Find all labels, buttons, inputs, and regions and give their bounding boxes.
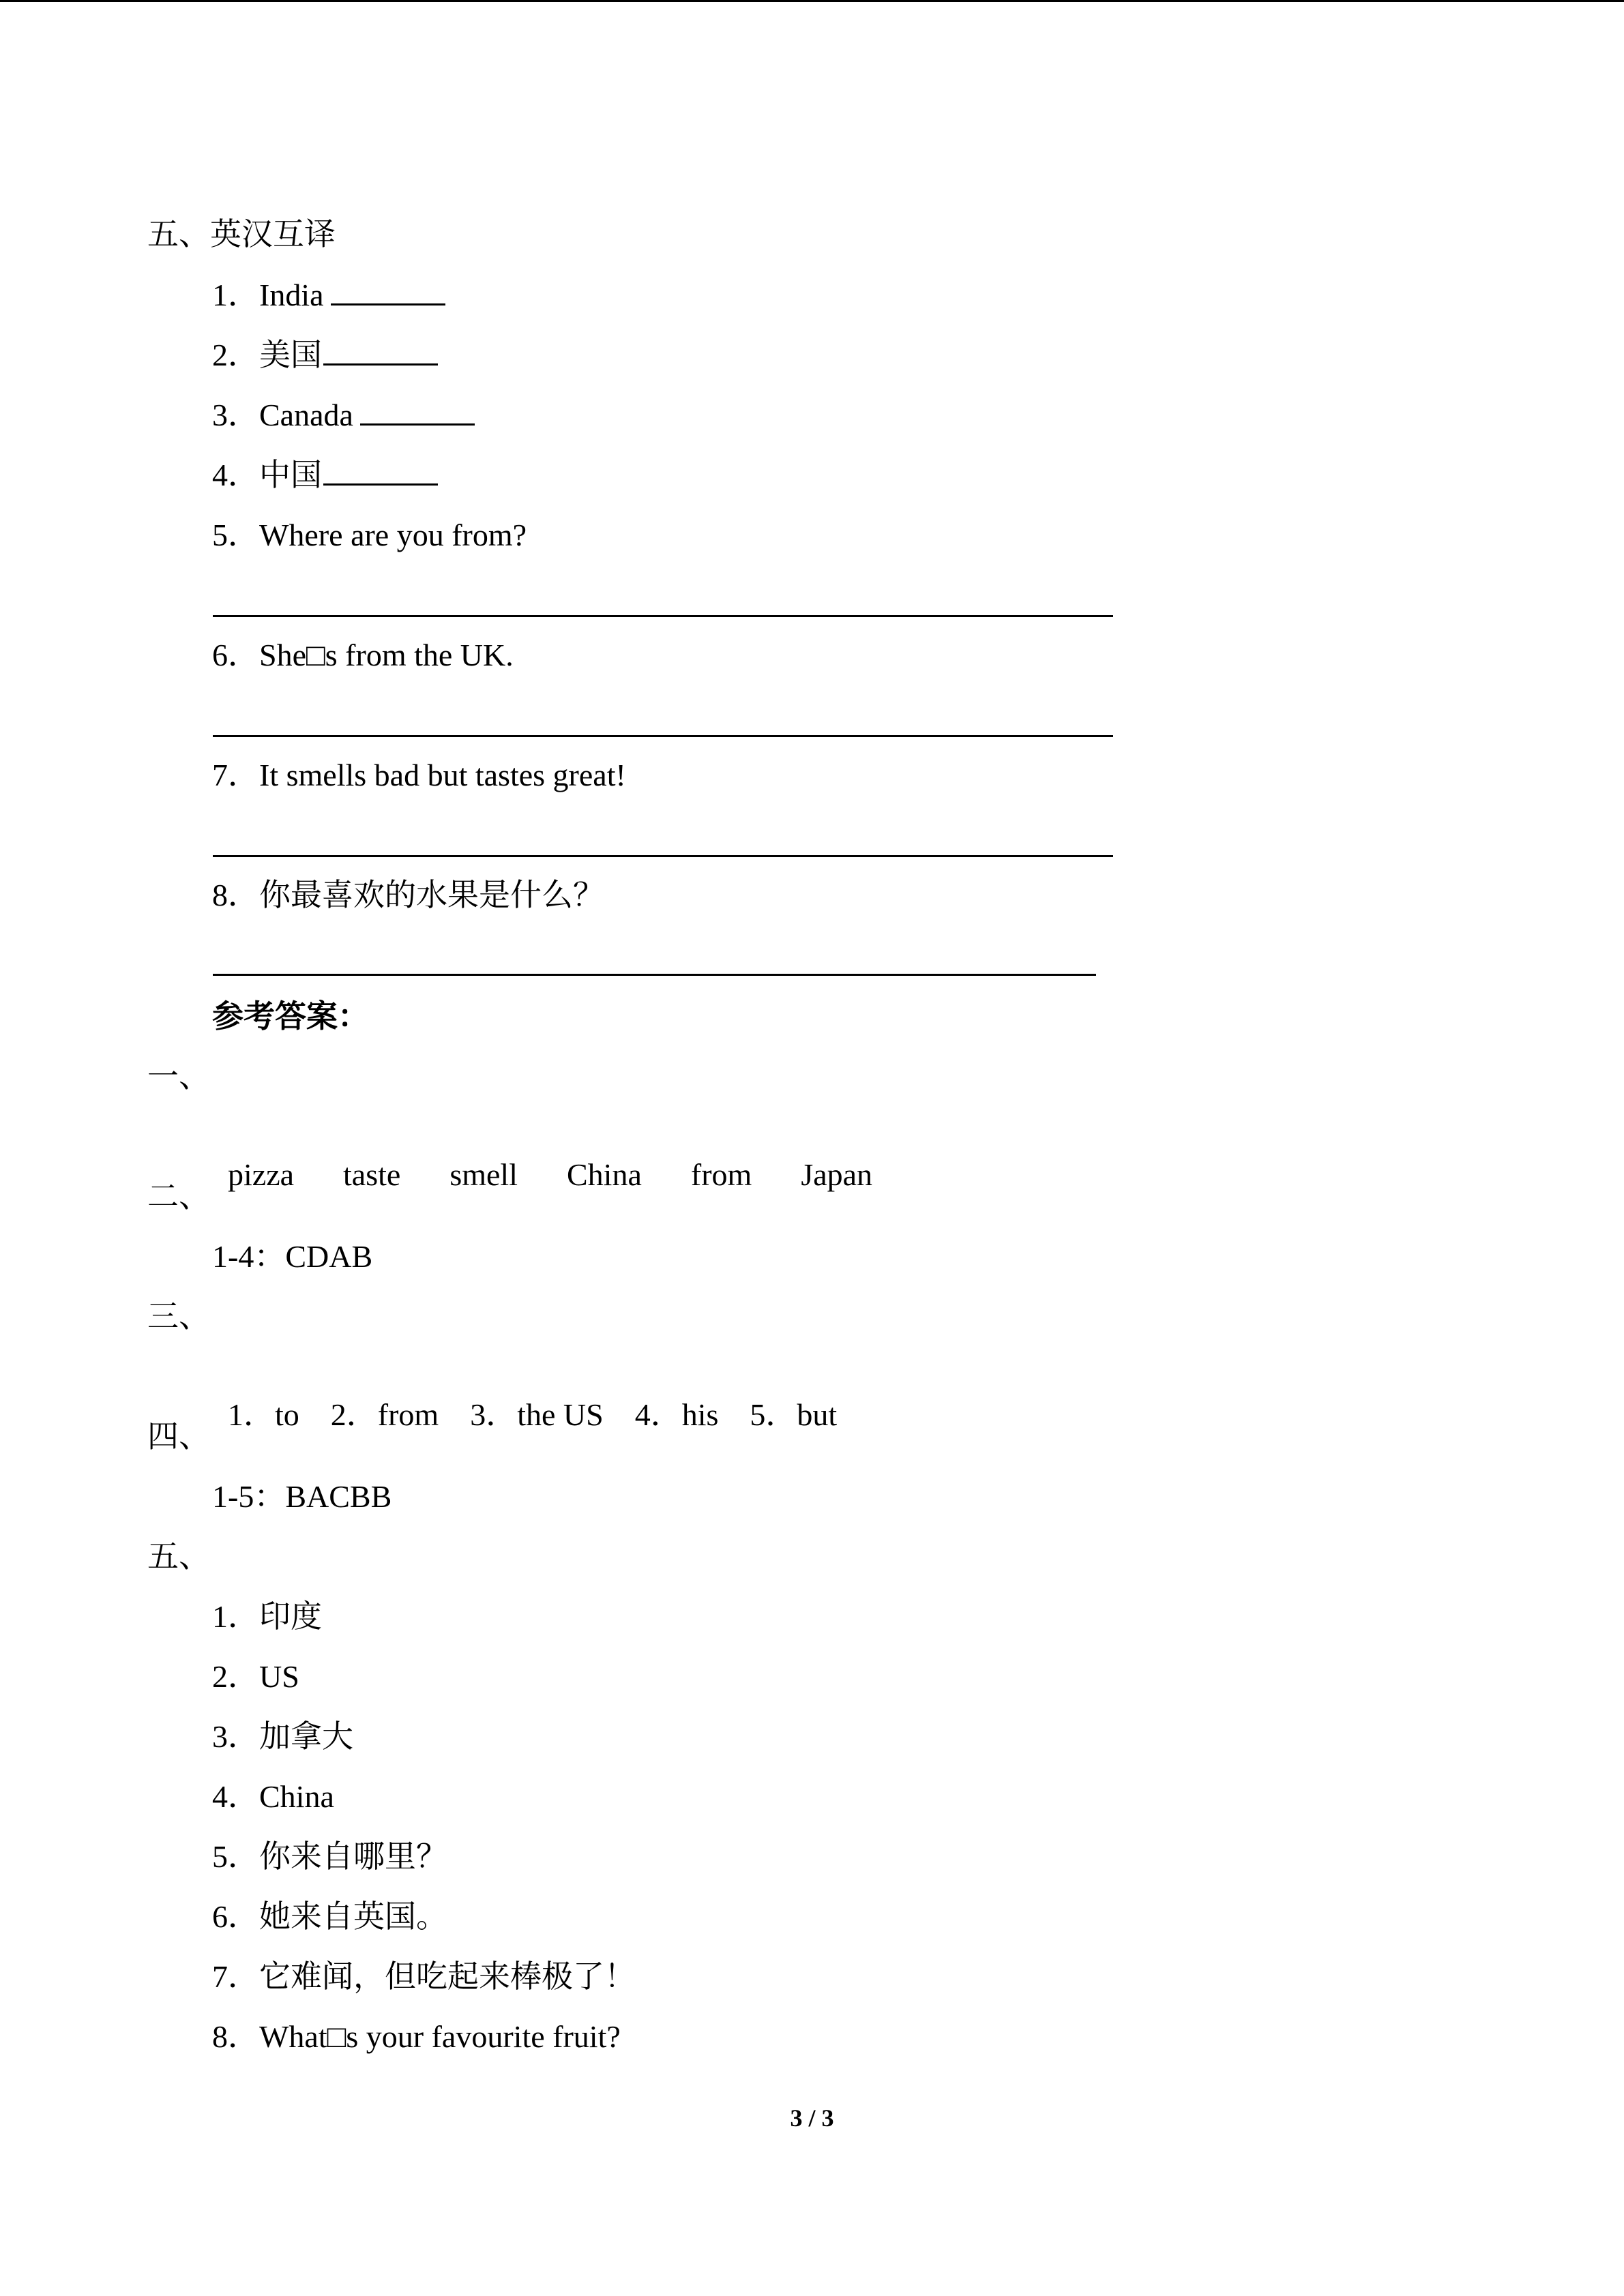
answer-key-title: 参考答案： (212, 999, 369, 1034)
answer-line[interactable] (213, 974, 1096, 976)
answer-section-one-label: 一、 (147, 1059, 210, 1094)
answer-blank[interactable] (323, 336, 438, 366)
answer-blank[interactable] (360, 396, 475, 426)
section-heading-five: 五、英汉互译 (147, 217, 336, 252)
answer-five-item-3: 3．加拿大 (212, 1719, 353, 1754)
answer-section-two-label: 二、 (147, 1179, 210, 1214)
answer-section-four-text: 1-5：BACBB (212, 1479, 392, 1514)
page-number: 3 / 3 (790, 2104, 834, 2132)
exercise-item-5: 5．Where are you from? (212, 518, 527, 552)
answer-line[interactable] (213, 855, 1113, 857)
exercise-item-2: 2．美国 (212, 336, 438, 374)
answer-five-item-2: 2．US (212, 1659, 299, 1694)
answer-word: Japan (801, 1157, 873, 1192)
answer-line[interactable] (213, 615, 1113, 617)
answer-word: smell (449, 1157, 518, 1192)
answer-section-three-items (212, 1358, 837, 1434)
answer-five-item-4: 4．China (212, 1779, 334, 1814)
answer-item: 2．from (330, 1397, 439, 1432)
answer-word: from (690, 1157, 752, 1192)
answer-five-item-5: 5．你来自哪里？ (212, 1839, 447, 1874)
exercise-item-7: 7．It smells bad but tastes great! (212, 758, 626, 792)
exercise-item-4: 4．中国 (212, 456, 438, 494)
exercise-item-6: 6．She□s from the UK. (212, 638, 514, 672)
answer-section-four-label: 四、 (147, 1419, 210, 1454)
answer-five-item-7: 7．它难闻，但吃起来棒极了！ (212, 1959, 636, 1994)
answer-section-three-label: 三、 (147, 1299, 210, 1334)
answer-five-item-8: 8．What□s your favourite fruit? (212, 2019, 621, 2054)
answer-section-one-words (212, 1118, 872, 1194)
answer-five-item-6: 6．她来自英国。 (212, 1899, 447, 1934)
answer-item: 5．but (750, 1397, 838, 1432)
answer-blank[interactable] (323, 456, 438, 486)
answer-item: 1．to (228, 1397, 299, 1432)
answer-word: China (567, 1157, 642, 1192)
exercise-item-3: 3．Canada (212, 396, 475, 434)
answer-item: 4．his (634, 1397, 719, 1432)
answer-item: 3．the US (470, 1397, 604, 1432)
answer-section-five-label: 五、 (147, 1539, 210, 1574)
answer-word: pizza (228, 1157, 295, 1192)
answer-word: taste (343, 1157, 401, 1192)
exercise-item-1: 1．India (212, 276, 445, 314)
answer-five-item-1: 1．印度 (212, 1599, 322, 1634)
exercise-item-8: 8．你最喜欢的水果是什么？ (212, 878, 604, 912)
answer-line[interactable] (213, 735, 1113, 737)
answer-blank[interactable] (331, 276, 445, 305)
top-border-line (0, 0, 1624, 2)
answer-section-two-text: 1-4：CDAB (212, 1239, 373, 1274)
